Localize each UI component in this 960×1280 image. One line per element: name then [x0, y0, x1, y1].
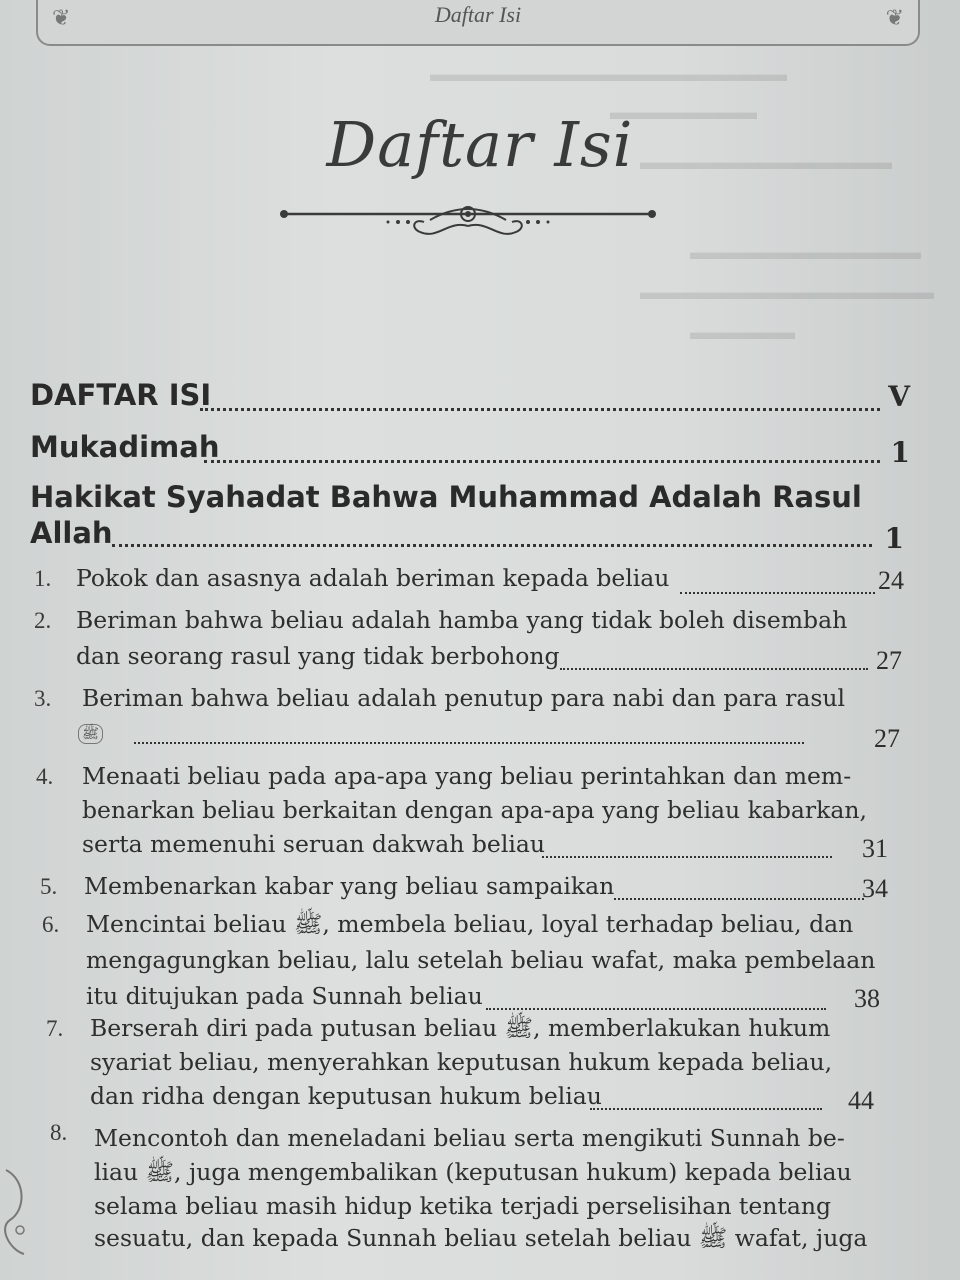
toc-item-page: 34 [862, 874, 888, 903]
toc-item-text-line: Membenarkan kabar yang beliau sampaikan [84, 872, 615, 900]
toc-item-text-line: dan seorang rasul yang tidak berbohong [76, 642, 560, 670]
toc-item-text-line: Beriman bahwa beliau adalah penutup para nabi dan para rasul [82, 684, 846, 712]
toc-item-text-line: serta memenuhi seruan dakwah beliau [82, 830, 546, 858]
toc-item-page: 27 [874, 724, 900, 753]
toc-item-text-line: syariat beliau, menyerahkan keputusan hukum kepada beliau, [90, 1048, 833, 1076]
leader-dots [590, 1108, 822, 1110]
salawat-seal-icon: ﷺ [78, 718, 103, 746]
toc-item-text-line: Pokok dan asasnya adalah beriman kepada beliau [76, 564, 670, 592]
toc-item-page: 38 [854, 984, 880, 1013]
page-corner-ornament-icon [0, 1160, 40, 1280]
toc-item-text-line: dan ridha dengan keputusan hukum beliau [90, 1082, 602, 1110]
leader-dots [204, 460, 880, 463]
toc-item-text-line: mengagungkan beliau, lalu setelah beliau wafat, maka pembelaan [86, 946, 876, 974]
toc-entry-page: 1 [884, 522, 904, 555]
leader-dots [200, 408, 880, 411]
header-ornament-right-icon: ❦ [885, 6, 904, 31]
toc-entry-page: V [888, 380, 910, 413]
toc-entry-label-line2: Allah [30, 516, 113, 550]
toc-item-text-line: Mencintai beliau ﷺ, membela beliau, loyal terhadap beliau, dan [86, 910, 854, 938]
toc-item-number: 7. [46, 1016, 64, 1041]
toc-item-text-line: liau ﷺ, juga mengembalikan (keputusan hukum) kepada beliau [94, 1158, 852, 1186]
toc-item-text-line: Beriman bahwa beliau adalah hamba yang tidak boleh disembah [76, 606, 848, 634]
leader-dots [560, 668, 868, 670]
title-flourish-icon [280, 196, 656, 246]
toc-item-page: 44 [848, 1086, 874, 1115]
leader-dots [680, 592, 875, 594]
toc-item-page: 27 [876, 646, 902, 675]
toc-item-number: 1. [34, 566, 52, 591]
toc-item-text-line: Berserah diri pada putusan beliau ﷺ, memberlakukan hukum [90, 1014, 831, 1042]
toc-item-page: 31 [862, 834, 888, 863]
toc-item-text-line: sesuatu, dan kepada Sunnah beliau setelah beliau ﷺ wafat, juga [94, 1224, 868, 1252]
running-header-title: Daftar Isi [434, 2, 522, 27]
toc-item-text-line: itu ditujukan pada Sunnah beliau [86, 982, 483, 1010]
toc-item-number: 5. [40, 874, 58, 899]
toc-entry-page: 1 [890, 436, 910, 469]
leader-dots [134, 742, 804, 744]
leader-dots [614, 898, 864, 900]
leader-dots [542, 856, 832, 858]
toc-item-number: 3. [34, 686, 52, 711]
toc-item-text-line: benarkan beliau berkaitan dengan apa-apa yang beliau kabarkan, [82, 796, 868, 824]
header-ornament-left-icon: ❦ [52, 6, 71, 31]
toc-item-number: 8. [50, 1120, 68, 1145]
toc-item-number: 4. [36, 764, 54, 789]
toc-item-page: 24 [878, 566, 904, 595]
toc-item-text-line: Mencontoh dan meneladani beliau serta mengikuti Sunnah be- [94, 1124, 845, 1152]
leader-dots [112, 544, 872, 547]
toc-entry-label: Mukadimah [30, 430, 220, 464]
toc-entry-label-line1: Hakikat Syahadat Bahwa Muhammad Adalah Rasul [30, 480, 862, 514]
toc-item-text-line: selama beliau masih hidup ketika terjadi perselisihan tentang [94, 1192, 832, 1220]
toc-item-number: 2. [34, 608, 52, 633]
toc-item-number: 6. [42, 912, 60, 937]
toc-entry-label: DAFTAR ISI [30, 378, 212, 412]
toc-item-text-line: Menaati beliau pada apa-apa yang beliau perintahkan dan mem- [82, 762, 852, 790]
page-title: Daftar Isi [326, 108, 634, 181]
leader-dots [486, 1008, 826, 1010]
running-header [36, 0, 920, 46]
